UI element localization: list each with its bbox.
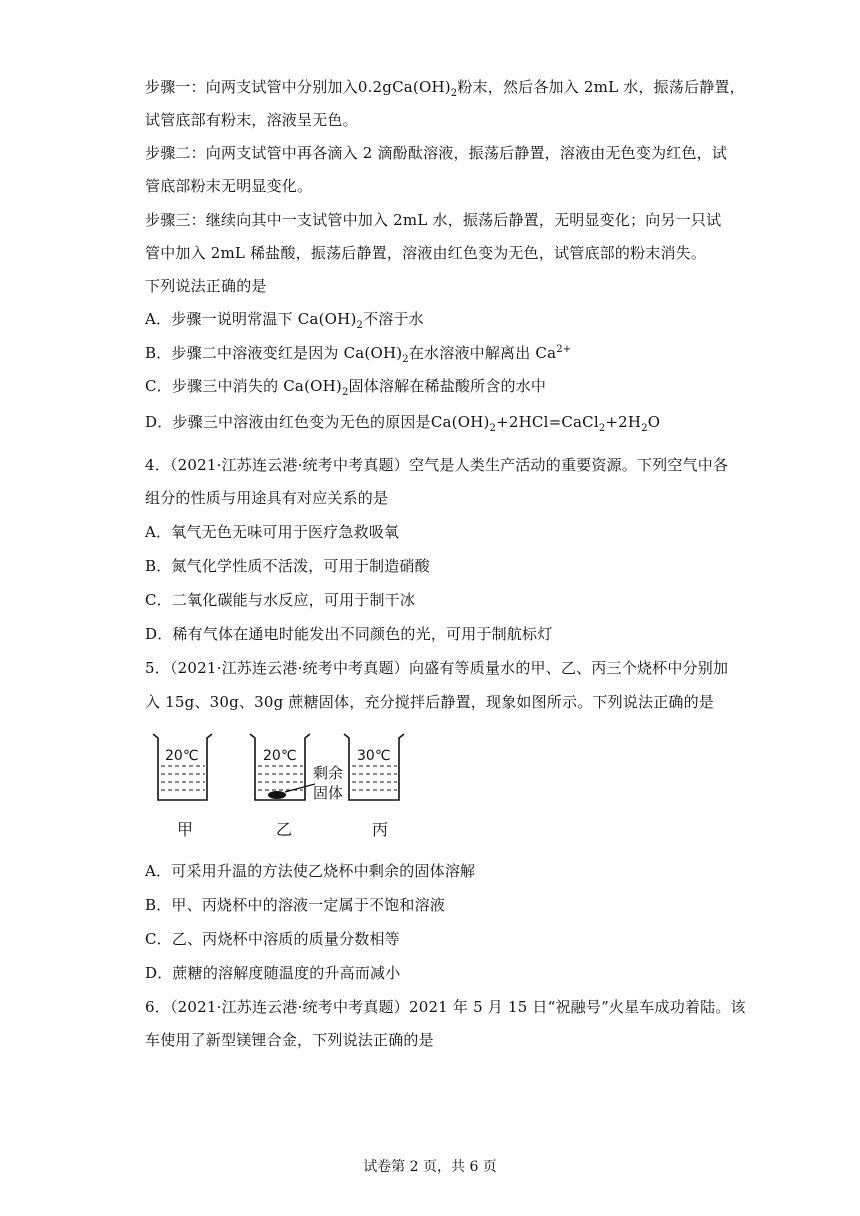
- beaker-yi-label: 乙: [276, 820, 293, 839]
- q3-step1-line1: 步骤一：向两支试管中分别加入$0.2gCa(OH)_2$粉末，然后各加入 2mL 水，振荡后静置，: [145, 78, 745, 99]
- beaker-jia-temp: 20℃: [165, 748, 199, 764]
- q3-step3-line2: 管中加入 2mL 稀盐酸，振荡后静置，溶液由红色变为无色，试管底部的粉末消失。: [145, 244, 707, 262]
- q5-option-d: D．蔗糖的溶解度随温度的升高而减小: [145, 964, 401, 982]
- q4-stem-line1: 4．（2021·江苏连云港·统考中考真题）空气是人类生产活动的重要资源。下列空气中各: [145, 456, 729, 474]
- q4-option-d: D．稀有气体在通电时能发出不同颜色的光，可用于制航标灯: [145, 625, 553, 643]
- q6-stem-line1: 6．（2021·江苏连云港·统考中考真题）2021 年 5 月 15 日“祝融号”火星车成功着陆。该: [145, 998, 746, 1016]
- q5-option-c: C．乙、丙烧杯中溶质的质量分数相等: [145, 930, 400, 948]
- beaker-bing: [344, 734, 404, 800]
- q3-option-c: C．步骤三中消失的 $Ca(OH)_2$固体溶解在稀盐酸所含的水中: [145, 377, 547, 398]
- beaker-jia: [153, 734, 212, 800]
- q3-step1-line2: 试管底部有粉末，溶液呈无色。: [145, 111, 358, 129]
- q3-option-a: A．步骤一说明常温下 $Ca(OH)_2$不溶于水: [145, 310, 424, 331]
- q5-option-a: A．可采用升温的方法使乙烧杯中剩余的固体溶解: [145, 862, 476, 880]
- page-footer: 试卷第 2 页，共 6 页: [363, 1159, 497, 1175]
- q3-prompt: 下列说法正确的是: [145, 277, 267, 295]
- beaker-jia-label: 甲: [177, 820, 194, 839]
- residue-label-line2: 固体: [313, 784, 344, 802]
- beaker-yi: [250, 734, 315, 800]
- beaker-bing-temp: 30℃: [357, 748, 391, 764]
- residue-solid: [268, 791, 286, 799]
- q4-option-c: C．二氧化碳能与水反应，可用于制干冰: [145, 591, 416, 609]
- q3-step2-line1: 步骤二：向两支试管中再各滴入 2 滴酚酞溶液，振荡后静置，溶液由无色变为红色，试: [145, 144, 728, 162]
- q4-option-a: A．氧气无色无味可用于医疗急救吸氧: [145, 523, 400, 541]
- q5-stem-line1: 5．（2021·江苏连云港·统考中考真题）向盛有等质量水的甲、乙、丙三个烧杯中分别加: [145, 659, 729, 677]
- residue-label-line1: 剩余: [313, 764, 344, 782]
- q3-option-d: D．步骤三中溶液由红色变为无色的原因是$Ca(OH)_2+2HCl=CaCl_2+2H_2O$: [145, 413, 661, 434]
- q6-stem-line2: 车使用了新型镁锂合金，下列说法正确的是: [145, 1031, 434, 1049]
- q5-option-b: B．甲、丙烧杯中的溶液一定属于不饱和溶液: [145, 896, 446, 914]
- beaker-yi-temp: 20℃: [263, 748, 297, 764]
- q5-stem-line2: 入 15g、30g、30g 蔗糖固体，充分搅拌后静置，现象如图所示。下列说法正确的是: [145, 693, 715, 711]
- q4-stem-line2: 组分的性质与用途具有对应关系的是: [145, 489, 389, 507]
- q3-option-b: B．步骤二中溶液变红是因为 $Ca(OH)_2$在水溶液中解离出 $Ca^{2+}$: [145, 344, 572, 365]
- residue-pointer: [285, 784, 315, 792]
- q4-option-b: B．氮气化学性质不活泼，可用于制造硝酸: [145, 557, 430, 575]
- q3-step3-line1: 步骤三：继续向其中一支试管中加入 2mL 水，振荡后静置，无明显变化；向另一只试: [145, 211, 722, 229]
- beaker-bing-label: 丙: [372, 820, 389, 839]
- q3-step2-line2: 管底部粉末无明显变化。: [145, 177, 313, 195]
